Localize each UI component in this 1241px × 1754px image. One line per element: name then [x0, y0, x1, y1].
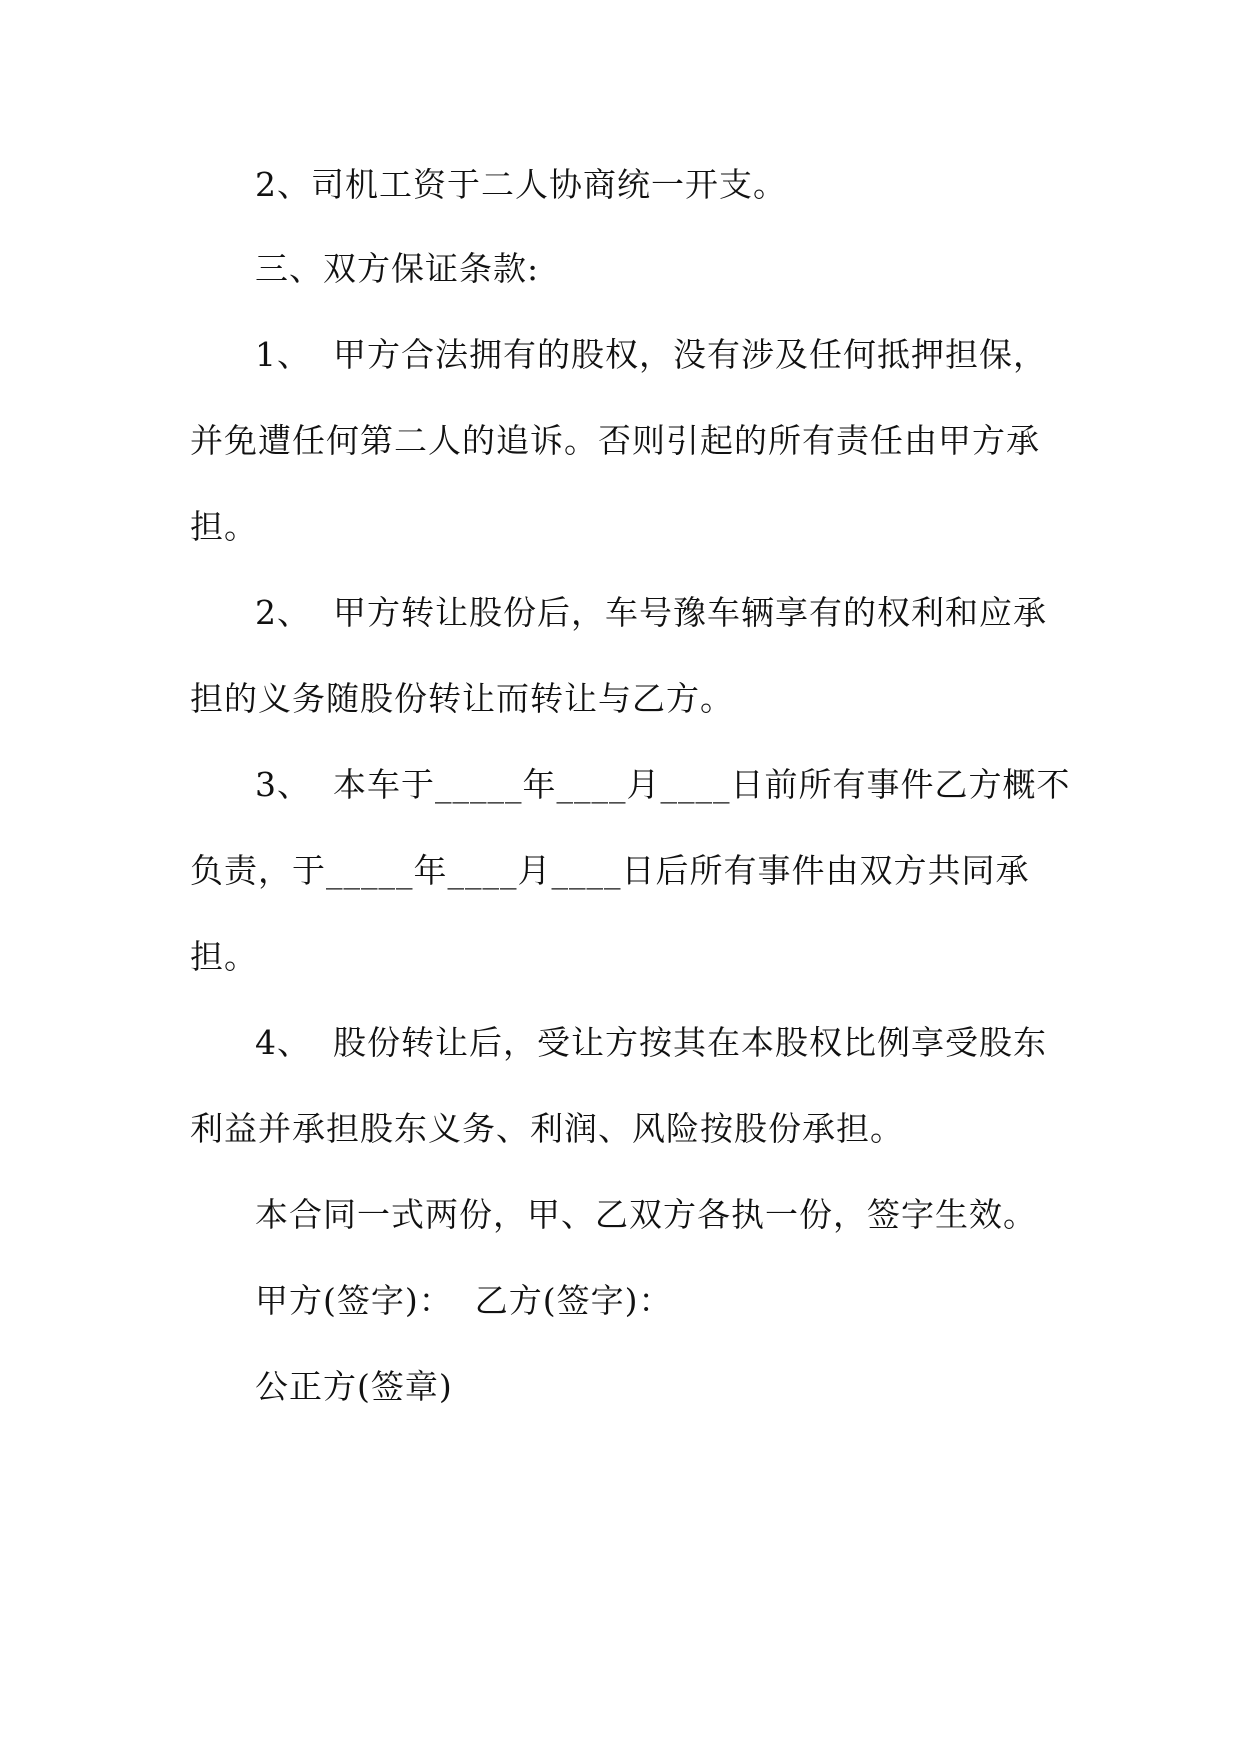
clause-3-2-line-1: [255, 588, 1047, 638]
clause-3-2-line-2: [190, 674, 734, 724]
line-text: 本车于_____年____月____日前所有事件乙方概不: [333, 765, 1071, 804]
party-b-signature-label: 乙方(签字)：: [474, 1281, 673, 1320]
line-text: 股份转让后，受让方按其在本股权比例享受股东: [333, 1023, 1047, 1062]
line-text: 利益并承担股东义务、利润、风险按股份承担。: [190, 1109, 904, 1148]
line-text: 甲方转让股份后，车号豫车辆享有的权利和应承: [333, 593, 1047, 632]
clause-3-3-line-1: [255, 760, 1071, 810]
line-text: 担。: [190, 507, 258, 546]
clause-2-driver-wage: [255, 160, 787, 210]
notary-seal-label: 公正方(签章): [255, 1367, 453, 1406]
contract-copies-statement: [255, 1190, 1037, 1240]
clause-3-4-line-2: [190, 1104, 904, 1154]
clause-number: 1、: [255, 335, 311, 374]
clause-3-1-line-2: [190, 416, 1040, 466]
clause-3-1-line-1: [255, 330, 1047, 380]
section-3-heading: [255, 244, 539, 294]
signature-line: [255, 1276, 673, 1326]
line-text: 2、司机工资于二人协商统一开支。: [255, 165, 787, 204]
line-text: 三、双方保证条款:: [255, 249, 540, 288]
line-text: 并免遭任何第二人的追诉。否则引起的所有责任由甲方承: [190, 421, 1040, 460]
line-text: 负责，于_____年____月____日后所有事件由双方共同承: [190, 851, 1030, 890]
party-a-signature-label: 甲方(签字)：: [255, 1281, 453, 1320]
clause-3-3-line-2: [190, 846, 1030, 896]
clause-number: 4、: [255, 1023, 311, 1062]
clause-number: 3、: [255, 765, 311, 804]
clause-number: 2、: [255, 593, 311, 632]
clause-3-4-line-1: [255, 1018, 1047, 1068]
notary-seal-line: [255, 1362, 453, 1412]
clause-3-1-line-3: [190, 502, 258, 552]
line-text: 本合同一式两份，甲、乙双方各执一份，签字生效。: [255, 1195, 1037, 1234]
clause-3-3-line-3: [190, 932, 258, 982]
line-text: 担的义务随股份转让而转让与乙方。: [190, 679, 734, 718]
line-text: 担。: [190, 937, 258, 976]
line-text: 甲方合法拥有的股权，没有涉及任何抵押担保，: [333, 335, 1047, 374]
